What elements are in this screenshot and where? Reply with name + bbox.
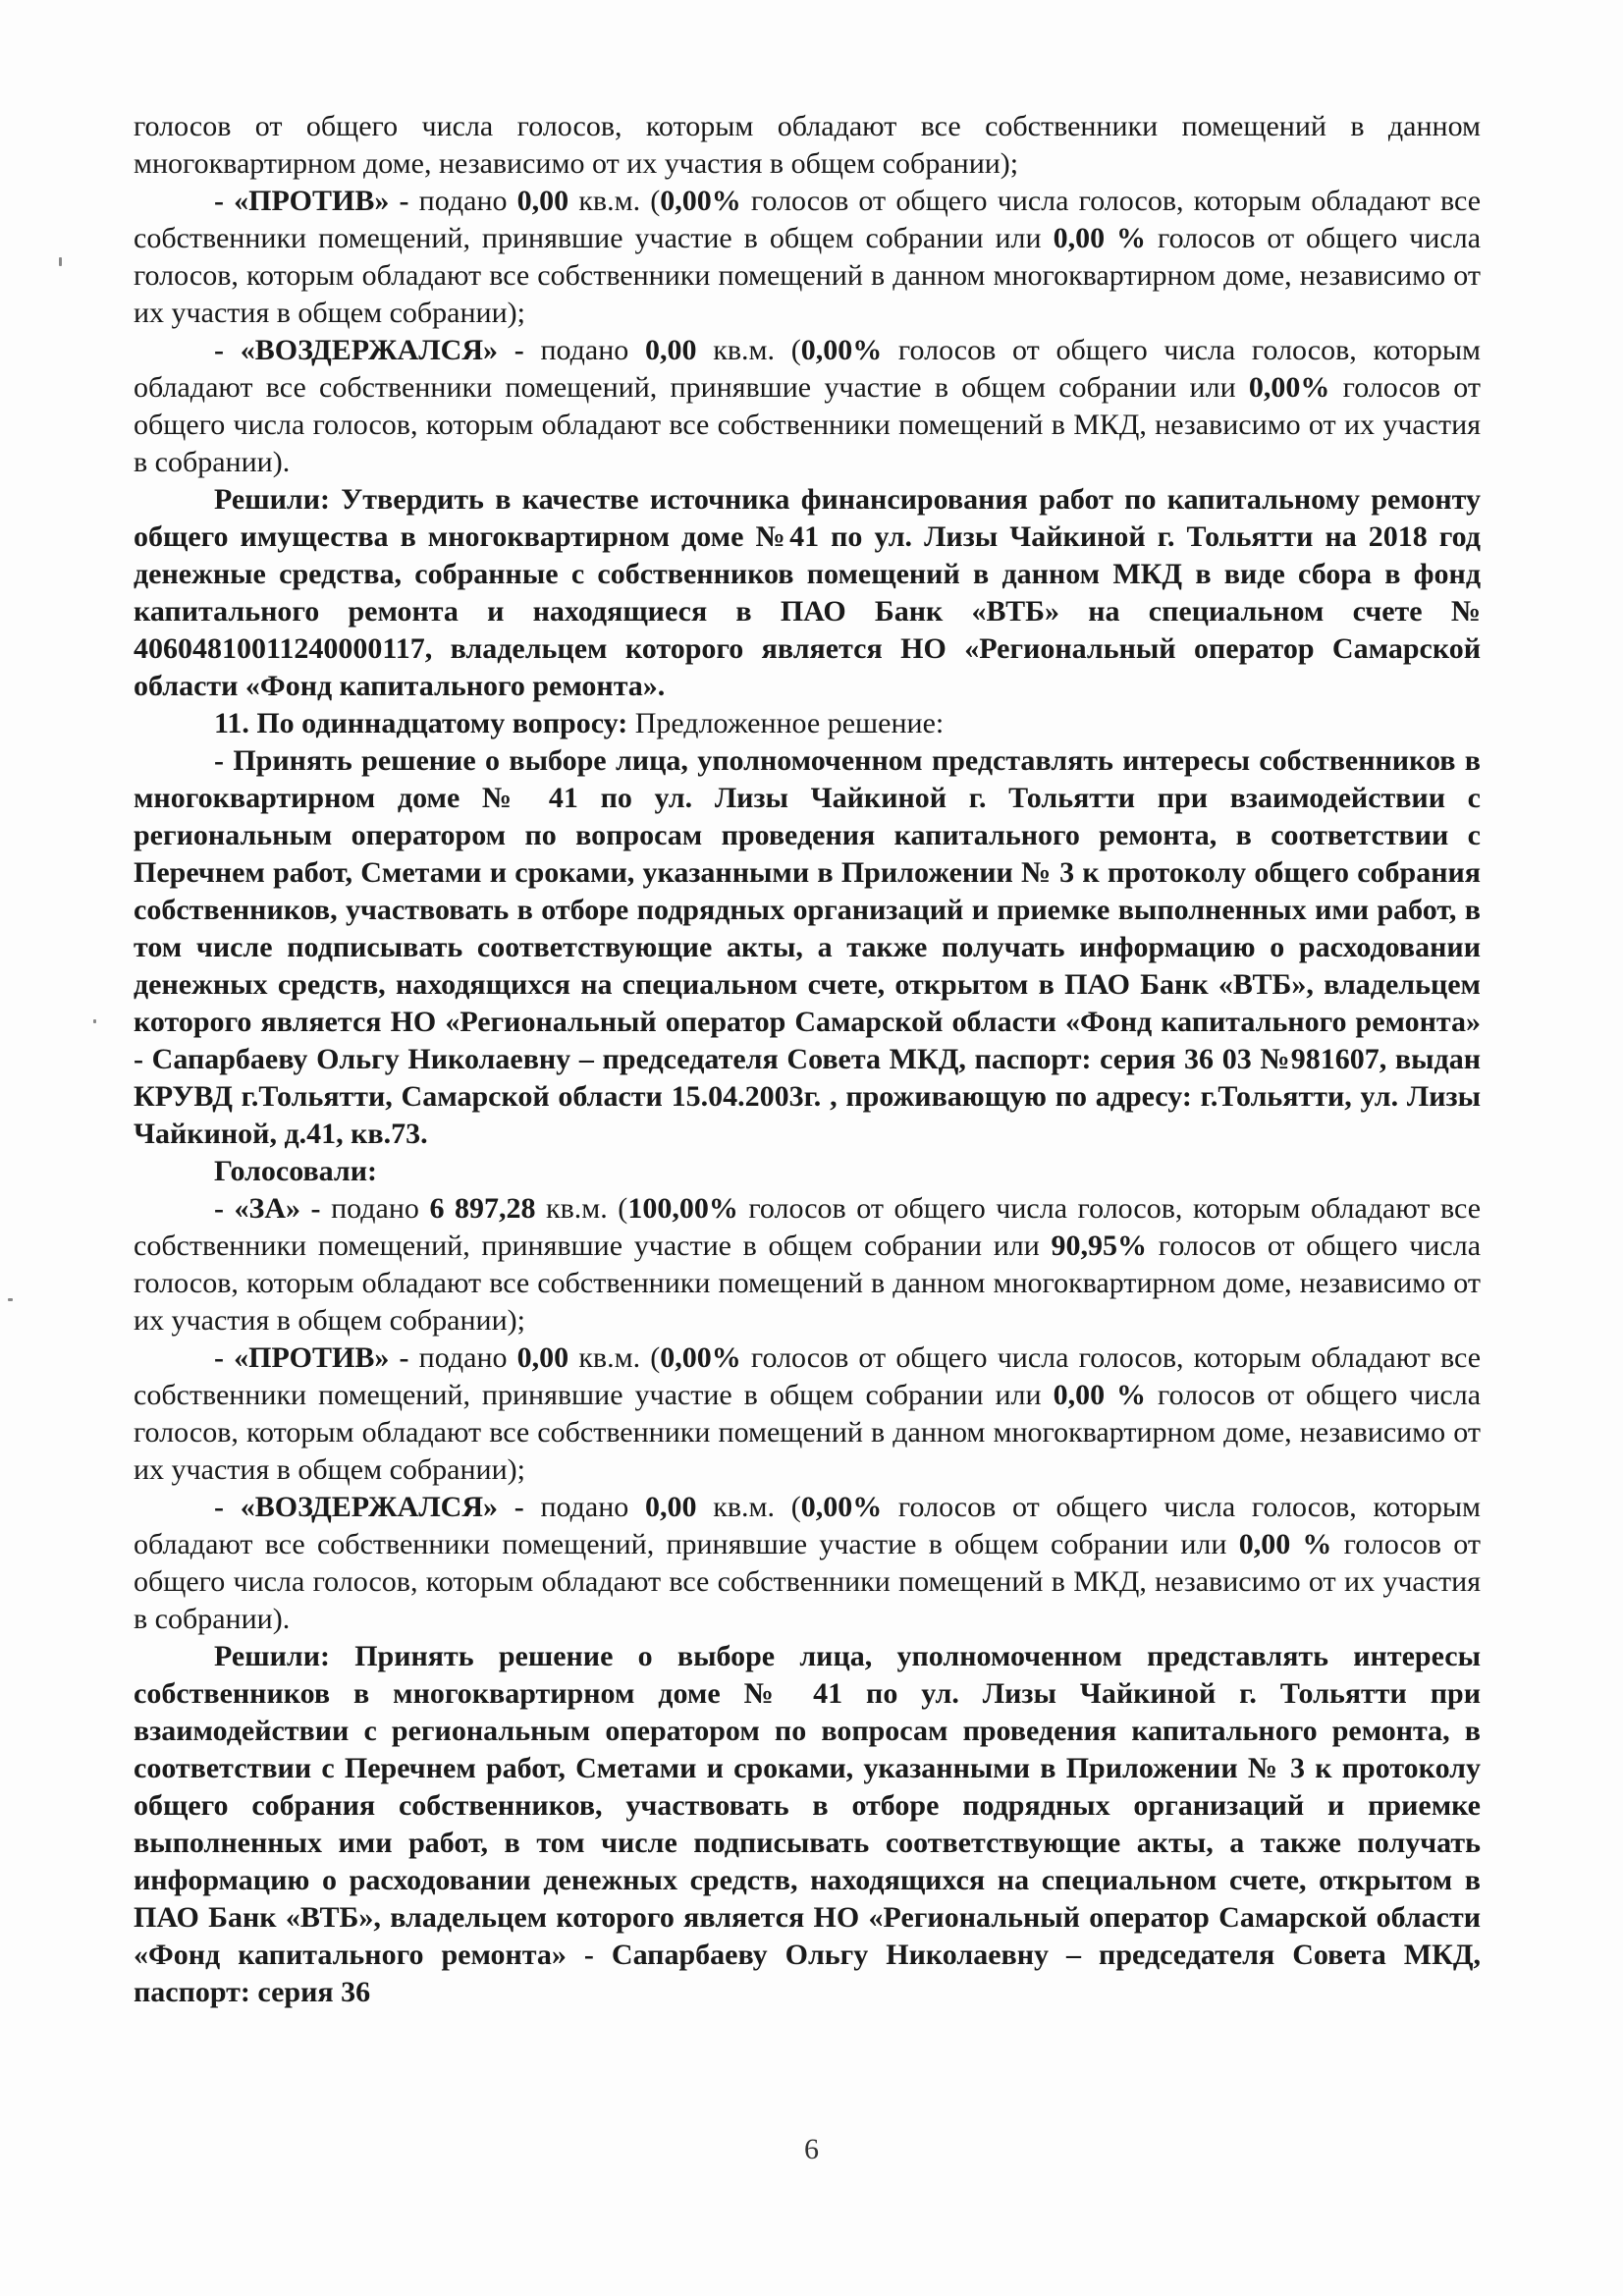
proposed-decision-paragraph — [134, 742, 1481, 1153]
text-segment: подано — [540, 334, 646, 366]
scan-speck — [8, 1298, 13, 1301]
text-segment: подано — [418, 185, 517, 217]
area-value: 0,00 — [516, 185, 569, 217]
decision-paragraph — [134, 1638, 1481, 2011]
text-segment: кв.м. ( — [568, 1341, 661, 1374]
percent-value: 0,00 % — [1238, 1528, 1332, 1560]
voted-heading — [134, 1153, 1481, 1190]
paragraph-text: голосов от общего числа голосов, которым обладают все собственники помещений в данном многоквартирном доме, независимо от их участия в общем собрании); — [134, 110, 1481, 180]
percent-value: 90,95% — [1051, 1230, 1148, 1262]
voted-label: Голосовали: — [214, 1155, 378, 1187]
vote-option-label: - «ПРОТИВ» - — [214, 185, 419, 217]
vote-option-label: - «ЗА» - — [214, 1192, 332, 1225]
document-body — [134, 108, 1481, 2011]
text-segment: голосов от общего числа голосов, которым обладают все собственники помещений, принявшие участие в общем собрании или — [134, 1341, 1482, 1411]
percent-value: 0,00% — [1248, 371, 1330, 404]
text-segment: голосов от общего числа голосов, которым обладают все собственники помещений, принявшие участие в общем собрании или — [134, 1491, 1482, 1560]
text-segment: подано — [540, 1491, 646, 1523]
percent-value: 0,00% — [800, 1491, 883, 1523]
vote-option-label: - «ПРОТИВ» - — [214, 1341, 419, 1374]
text-segment: кв.м. ( — [696, 1491, 801, 1523]
text-segment: голосов от общего числа голосов, которым обладают все собственники помещений в МКД, независимо от их участия в собрании). — [134, 1528, 1482, 1635]
text-segment: голосов от общего числа голосов, которым обладают все собственники помещений в МКД, независимо от их участия в собрании). — [134, 371, 1481, 478]
text-segment: голосов от общего числа голосов, которым обладают все собственники помещений, принявшие участие в общем собрании или — [134, 334, 1482, 404]
percent-value: 100,00% — [627, 1192, 738, 1225]
text-segment: подано — [418, 1341, 517, 1374]
percent-value: 0,00% — [660, 185, 741, 217]
text-segment: кв.м. ( — [696, 334, 801, 366]
page-number: 6 — [804, 2133, 819, 2165]
question-label: 11. По одиннадцатому вопросу: — [214, 707, 628, 739]
vote-against-paragraph — [134, 1339, 1481, 1489]
percent-value: 0,00 % — [1053, 1379, 1147, 1411]
percent-value: 0,00% — [800, 334, 883, 366]
paragraph-continuation — [134, 108, 1481, 183]
question-rest: Предложенное решение: — [627, 707, 945, 739]
area-value: 6 897,28 — [429, 1192, 536, 1225]
proposal-text: - Принять решение о выборе лица, уполномоченном представлять интересы собственников в многоквартирном доме № 41 по ул. Лизы Чайкиной г. Тольятти при взаимодействии с региональным оператором по вопросам проведения капитального ремонта, в соответствии с Перечнем работ, Сметами и сроками, указанными в Приложении № 3 к протоколу общего собрания собственников, участвовать в отборе подрядных организаций и приемке выполненных ими работ, в том числе подписывать соответствующие акты, а также получать информацию о расходовании денежных средств, находящихся на специальном счете, открытом в ПАО Банк «ВТБ», владельцем которого является НО «Региональный оператор Самарской области «Фонд капитального ремонта» - Сапарбаеву Ольгу Николаевну – председателя Совета МКД, паспорт: серия 36 03 №981607, выдан КРУВД г.Тольятти, Самарской области 15.04.2003г. , проживающую по адресу: г.Тольятти, ул. Лизы Чайкиной, д.41, кв.73. — [134, 744, 1481, 1150]
vote-abstain-paragraph — [134, 332, 1481, 481]
text-segment: голосов от общего числа голосов, которым обладают все собственники помещений в данном многоквартирном доме, независимо от их участия в общем собрании); — [134, 1230, 1482, 1337]
vote-option-label: - «ВОЗДЕРЖАЛСЯ» - — [214, 1491, 541, 1523]
vote-option-label: - «ВОЗДЕРЖАЛСЯ» - — [214, 334, 541, 366]
vote-abstain-paragraph — [134, 1489, 1481, 1638]
text-segment: голосов от общего числа голосов, которым обладают все собственники помещений в данном многоквартирном доме, независимо от их участия в общем собрании); — [134, 222, 1482, 329]
text-segment: голосов от общего числа голосов, которым обладают все собственники помещений в данном многоквартирном доме, независимо от их участия в общем собрании); — [134, 1379, 1482, 1486]
vote-for-paragraph — [134, 1190, 1481, 1339]
area-value: 0,00 — [645, 334, 697, 366]
percent-value: 0,00 % — [1053, 222, 1147, 254]
percent-value: 0,00% — [660, 1341, 741, 1374]
decision-paragraph — [134, 481, 1481, 705]
decision-text: Решили: Принять решение о выборе лица, уполномоченном представлять интересы собственников в многоквартирном доме № 41 по ул. Лизы Чайкиной г. Тольятти при взаимодействии с региональным оператором по вопросам проведения капитального ремонта, в соответствии с Перечнем работ, Сметами и сроками, указанными в Приложении № 3 к протоколу общего собрания собственников, участвовать в отборе подрядных организаций и приемке выполненных ими работ, в том числе подписывать соответствующие акты, а также получать информацию о расходовании денежных средств, находящихся на специальном счете, открытом в ПАО Банк «ВТБ», владельцем которого является НО «Региональный оператор Самарской области «Фонд капитального ремонта» - Сапарбаеву Ольгу Николаевну – председателя Совета МКД, паспорт: серия 36 — [134, 1640, 1481, 2008]
decision-text: Решили: Утвердить в качестве источника финансирования работ по капитальному ремонту общего имущества в многоквартирном доме №41 по ул. Лизы Чайкиной г. Тольятти на 2018 год денежные средства, собранные с собственников помещений в данном МКД в виде сбора в фонд капитального ремонта и находящиеся в ПАО Банк «ВТБ» на специальном счете № 40604810011240000117, владельцем которого является НО «Региональный оператор Самарской области «Фонд капитального ремонта». — [134, 483, 1481, 702]
scan-speck — [93, 1019, 96, 1023]
area-value: 0,00 — [645, 1491, 697, 1523]
area-value: 0,00 — [516, 1341, 569, 1374]
question-heading — [134, 705, 1481, 742]
text-segment: голосов от общего числа голосов, которым обладают все собственники помещений, принявшие участие в общем собрании или — [134, 185, 1482, 254]
text-segment: кв.м. ( — [535, 1192, 628, 1225]
vote-against-paragraph — [134, 183, 1481, 332]
text-segment: подано — [331, 1192, 430, 1225]
scan-speck — [59, 257, 62, 266]
text-segment: кв.м. ( — [568, 185, 661, 217]
text-segment: голосов от общего числа голосов, которым обладают все собственники помещений, принявшие участие в общем собрании или — [134, 1192, 1482, 1262]
